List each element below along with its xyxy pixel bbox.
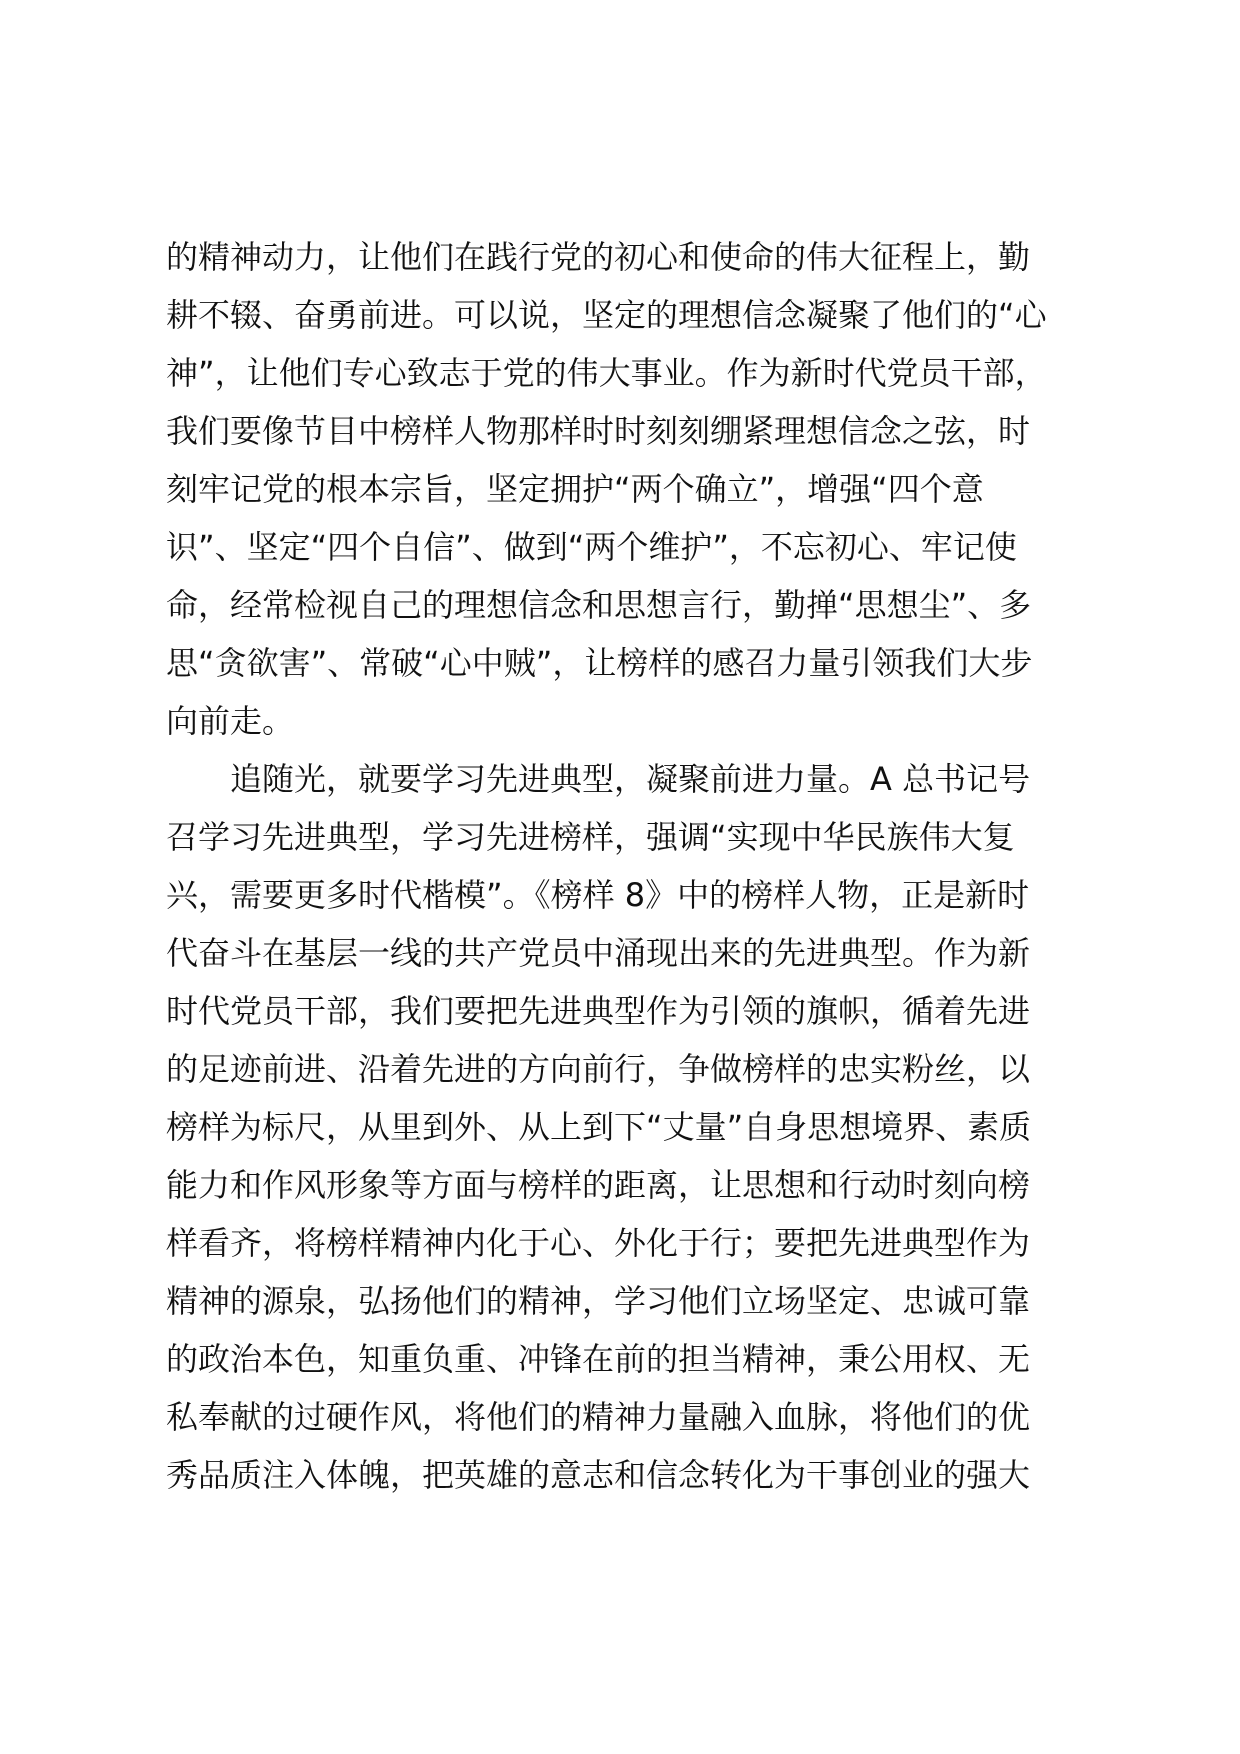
paragraph-line: 向前走。 — [166, 702, 295, 740]
paragraph-1 — [166, 228, 1086, 750]
paragraph-line: 命，经常检视自己的理想信念和思想言行，勤掸“思想尘”、多 — [166, 586, 1032, 624]
paragraph-line: 私奉献的过硬作风，将他们的精神力量融入血脉，将他们的优 — [166, 1398, 1031, 1436]
paragraph-line: 的政治本色，知重负重、冲锋在前的担当精神，秉公用权、无 — [166, 1340, 1031, 1378]
paragraph-line: 思“贪欲害”、常破“心中贼”，让榜样的感召力量引领我们大步 — [166, 644, 1033, 682]
paragraph-line: 能力和作风形象等方面与榜样的距离，让思想和行动时刻向榜 — [166, 1166, 1031, 1204]
paragraph-2 — [166, 750, 1086, 1504]
paragraph-line: 的足迹前进、沿着先进的方向前行，争做榜样的忠实粉丝，以 — [166, 1050, 1031, 1088]
paragraph-line: 识”、坚定“四个自信”、做到“两个维护”，不忘初心、牢记使 — [166, 528, 1017, 566]
paragraph-line: 样看齐，将榜样精神内化于心、外化于行；要把先进典型作为 — [166, 1224, 1031, 1262]
paragraph-line: 召学习先进典型，学习先进榜样，强调“实现中华民族伟大复 — [166, 818, 1015, 856]
body-text — [166, 228, 1086, 1504]
paragraph-line: 耕不辍、奋勇前进。可以说，坚定的理想信念凝聚了他们的“心 — [166, 296, 1047, 334]
paragraph-line: 的精神动力，让他们在践行党的初心和使命的伟大征程上，勤 — [166, 238, 1031, 276]
paragraph-line: 代奋斗在基层一线的共产党员中涌现出来的先进典型。作为新 — [166, 934, 1031, 972]
paragraph-line: 神”，让他们专心致志于党的伟大事业。作为新时代党员干部， — [166, 354, 1047, 392]
paragraph-first-line: 追随光，就要学习先进典型，凝聚前进力量。A 总书记号 — [230, 760, 1031, 798]
paragraph-line: 榜样为标尺，从里到外、从上到下“丈量”自身思想境界、素质 — [166, 1108, 1032, 1146]
paragraph-line: 精神的源泉，弘扬他们的精神，学习他们立场坚定、忠诚可靠 — [166, 1282, 1031, 1320]
paragraph-line: 我们要像节目中榜样人物那样时时刻刻绷紧理想信念之弦，时 — [166, 412, 1031, 450]
paragraph-line: 刻牢记党的根本宗旨，坚定拥护“两个确立”，增强“四个意 — [166, 470, 984, 508]
paragraph-line: 秀品质注入体魄，把英雄的意志和信念转化为干事创业的强大 — [166, 1456, 1031, 1494]
paragraph-line: 时代党员干部，我们要把先进典型作为引领的旗帜，循着先进 — [166, 992, 1031, 1030]
paragraph-line: 兴，需要更多时代楷模”。《榜样 8》中的榜样人物，正是新时 — [166, 876, 1030, 914]
